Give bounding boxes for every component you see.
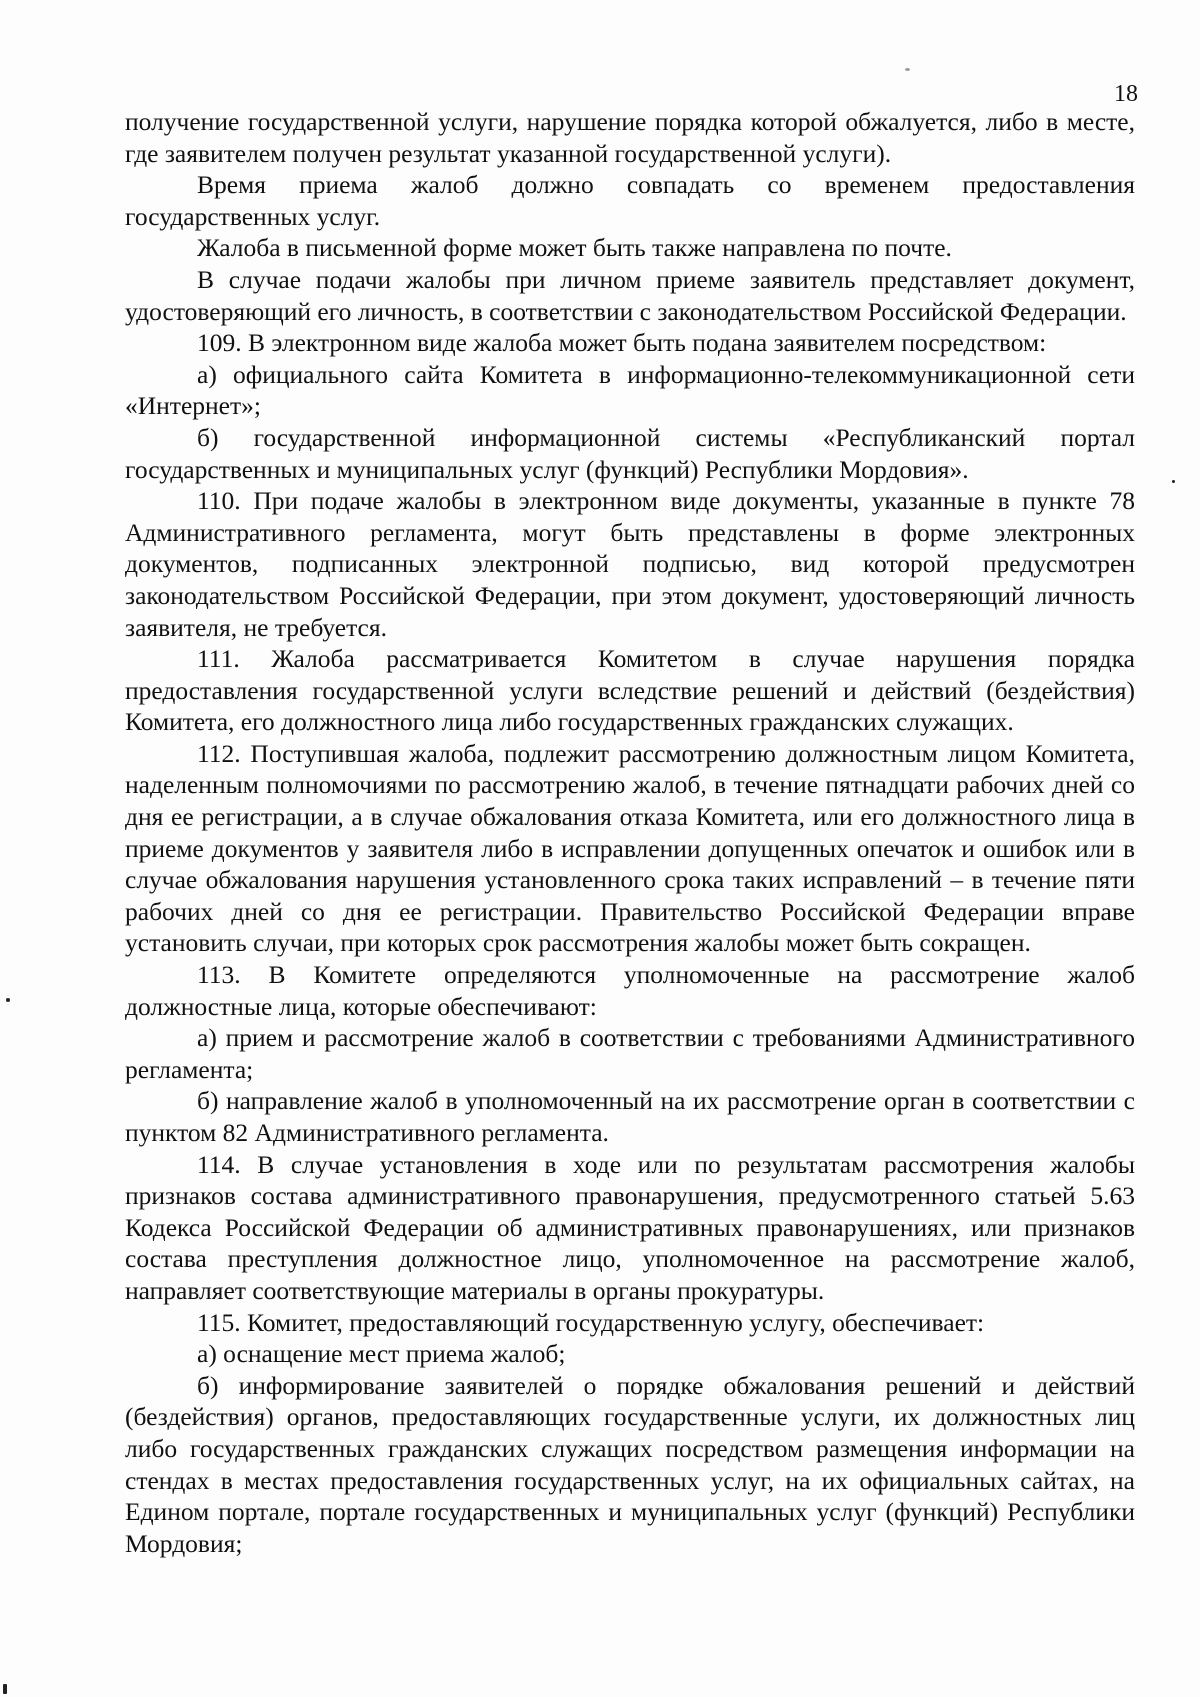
paragraph-109-a: а) официального сайта Комитета в информационно-телекоммуникационной сети «Интернет»;	[125, 359, 1135, 421]
paragraph-109-b: б) государственной информационной системы «Республиканский портал государственных и муниципальных услуг (функций) Республики Мордовия».	[125, 422, 1135, 484]
scan-mark	[3, 1684, 7, 1694]
paragraph-112: 112. Поступившая жалоба, подлежит рассмотрению должностным лицом Комитета, наделенным полномочиями по рассмотрению жалоб, в течение пятнадцати рабочих дней со дня ее регистрации, а в случае обжалования отказа Комитета, или его должностного лица в приеме документов у заявителя либо в исправлении допущенных опечаток и ошибок или в случае обжалования нарушения установленного срока таких исправлений – в течение пяти рабочих дней со дня ее регистрации. Правительство Российской Федерации вправе установить случаи, при которых срок рассмотрения жалобы может быть сокращен.	[125, 738, 1135, 958]
paragraph-110: 110. При подаче жалобы в электронном виде документы, указанные в пункте 78 Административного регламента, могут быть представлены в форме электронных документов, подписанных электронной подписью, вид которой предусмотрен законодательством Российской Федерации, при этом документ, удостоверяющий личность заявителя, не требуется.	[125, 486, 1135, 642]
paragraph-identity-document: В случае подачи жалобы при личном приеме заявитель представляет документ, удостоверяющий его личность, в соответствии с законодательством Российской Федерации.	[125, 264, 1135, 326]
paragraph-115-b: б) информирование заявителей о порядке обжалования решений и действий (бездействия) органов, предоставляющих государственные услуги, их должностных лиц либо государственных гражданских служащих посредством размещения информации на стендах в местах предоставления государственных услуг, на их официальных сайтах, на Едином портале, портале государственных и муниципальных услуг (функций) Республики Мордовия;	[125, 1370, 1135, 1558]
paragraph-mail: Жалоба в письменной форме может быть также направлена по почте.	[197, 233, 952, 263]
scan-speck	[6, 998, 10, 1002]
scan-speck	[905, 68, 910, 71]
paragraph-115-a: а) оснащение мест приема жалоб;	[197, 1339, 566, 1369]
paragraph-115: 115. Комитет, предоставляющий государственную услугу, обеспечивает:	[197, 1307, 985, 1337]
paragraph-113-a: а) прием и рассмотрение жалоб в соответствии с требованиями Административного регламента;	[125, 1023, 1135, 1084]
paragraph-113-b: б) направление жалоб в уполномоченный на их рассмотрение орган в соответствии с пунктом 82 Административного регламента.	[125, 1086, 1135, 1147]
paragraph-reception-time: Время приема жалоб должно совпадать со временем предоставления государственных услуг.	[125, 170, 1135, 231]
paragraph-114: 114. В случае установления в ходе или по результатам рассмотрения жалобы признаков состава административного правонарушения, предусмотренного статьей 5.63 Кодекса Российской Федерации об административных правонарушениях, или признаков состава преступления должностное лицо, уполномоченное на рассмотрение жалоб, направляет соответствующие материалы в органы прокуратуры.	[125, 1149, 1135, 1305]
document-body	[125, 106, 1135, 1559]
paragraph-continuation: получение государственной услуги, нарушение порядка которой обжалуется, либо в месте, где заявителем получен результат указанной государственной услуги).	[125, 107, 1135, 168]
scan-speck	[1172, 480, 1175, 483]
paragraph-109: 109. В электронном виде жалоба может быть подана заявителем посредством:	[197, 328, 1047, 358]
paragraph-111: 111. Жалоба рассматривается Комитетом в случае нарушения порядка предоставления государственной услуги вследствие решений и действий (бездействия) Комитета, его должностного лица либо государственных гражданских служащих.	[125, 644, 1135, 737]
paragraph-113: 113. В Комитете определяются уполномоченные на рассмотрение жалоб должностные лица, которые обеспечивают:	[125, 960, 1135, 1021]
page-number: 18	[1114, 81, 1138, 107]
